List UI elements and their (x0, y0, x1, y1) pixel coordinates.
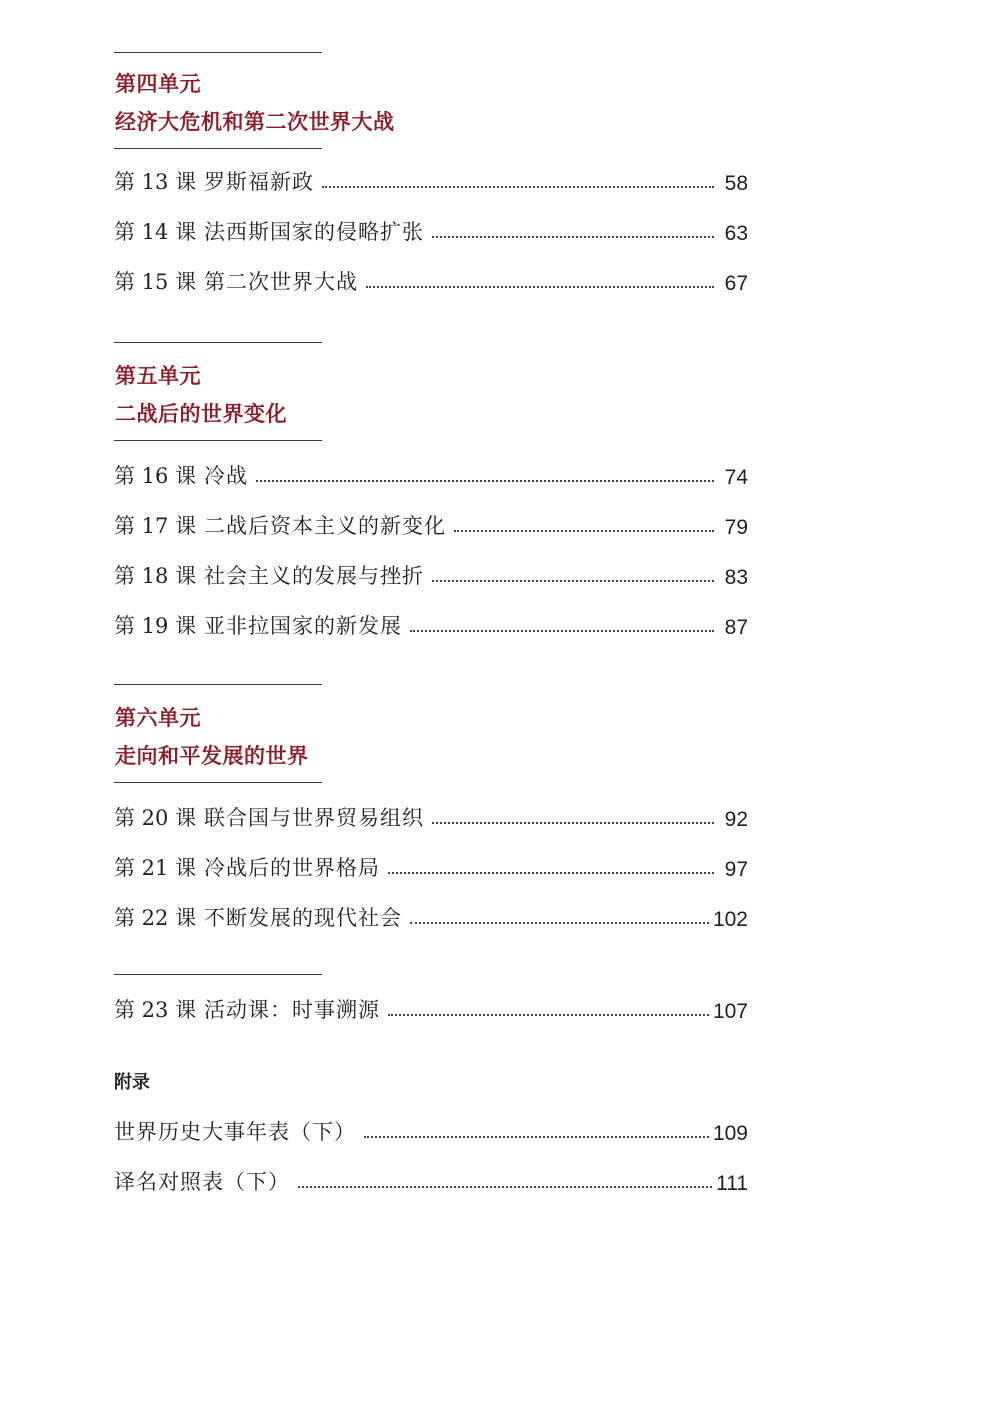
page-number: 74 (724, 466, 748, 489)
section-divider (114, 684, 322, 685)
lesson-title: 不断发展的现代社会 (204, 906, 402, 930)
lesson-number: 第 23 课 (114, 998, 197, 1022)
dot-leader (366, 286, 714, 288)
section-divider (114, 782, 322, 783)
section-divider (114, 342, 322, 343)
dot-leader (454, 530, 714, 532)
lesson-title: 冷战后的世界格局 (204, 856, 380, 880)
dot-leader (410, 630, 714, 632)
page-number: 97 (724, 858, 748, 881)
page-number: 107 (712, 1000, 748, 1023)
page-number: 111 (716, 1172, 748, 1195)
page-number: 79 (724, 516, 748, 539)
lesson-title: 法西斯国家的侵略扩张 (204, 220, 424, 244)
toc-entry[interactable] (114, 164, 748, 196)
lesson-title: 社会主义的发展与挫折 (204, 564, 424, 588)
lesson-title: 二战后资本主义的新变化 (204, 514, 446, 538)
toc-entry[interactable] (114, 458, 748, 490)
toc-entry[interactable] (114, 608, 748, 640)
page-number: 63 (724, 222, 748, 245)
unit-title: 二战后的世界变化 (115, 401, 287, 426)
page-number: 67 (724, 272, 748, 295)
toc-entry[interactable] (114, 1164, 748, 1196)
toc-entry[interactable] (114, 900, 748, 932)
lesson-title: 联合国与世界贸易组织 (204, 806, 424, 830)
page-number: 92 (724, 808, 748, 831)
lesson-title: 亚非拉国家的新发展 (204, 614, 402, 638)
lesson-number: 第 16 课 (114, 464, 197, 488)
dot-leader (432, 822, 714, 824)
toc-entry[interactable] (114, 214, 748, 246)
lesson-number: 第 18 课 (114, 564, 197, 588)
unit-title: 走向和平发展的世界 (115, 743, 309, 768)
appendix-title: 世界历史大事年表（下） (114, 1120, 356, 1144)
lesson-number: 第 20 课 (114, 806, 197, 830)
toc-entry[interactable] (114, 508, 748, 540)
toc-entry[interactable] (114, 1114, 748, 1146)
page-number: 87 (724, 616, 748, 639)
section-divider (114, 974, 322, 975)
lesson-number: 第 17 课 (114, 514, 197, 538)
lesson-title: 第二次世界大战 (204, 270, 358, 294)
lesson-number: 第 19 课 (114, 614, 197, 638)
toc-entry[interactable] (114, 558, 748, 590)
toc-entry[interactable] (114, 800, 748, 832)
appendix-heading: 附录 (114, 1072, 150, 1093)
dot-leader (298, 1186, 712, 1188)
unit-title: 经济大危机和第二次世界大战 (115, 109, 395, 134)
lesson-title: 活动课：时事溯源 (204, 998, 380, 1022)
dot-leader (410, 922, 709, 924)
lesson-number: 第 13 课 (114, 170, 197, 194)
dot-leader (432, 236, 714, 238)
toc-entry[interactable] (114, 264, 748, 296)
dot-leader (256, 480, 714, 482)
toc-entry[interactable] (114, 992, 748, 1024)
appendix-title: 译名对照表（下） (114, 1170, 290, 1194)
lesson-number: 第 14 课 (114, 220, 197, 244)
dot-leader (322, 186, 714, 188)
page-number: 58 (724, 172, 748, 195)
page-number: 83 (724, 566, 748, 589)
dot-leader (432, 580, 714, 582)
section-divider (114, 148, 322, 149)
lesson-number: 第 22 课 (114, 906, 197, 930)
page-number: 109 (712, 1122, 748, 1145)
section-divider (114, 52, 322, 53)
unit-label: 第五单元 (115, 363, 201, 388)
unit-label: 第四单元 (115, 71, 201, 96)
lesson-title: 冷战 (204, 464, 248, 488)
section-divider (114, 440, 322, 441)
lesson-number: 第 15 课 (114, 270, 197, 294)
lesson-title: 罗斯福新政 (204, 170, 314, 194)
dot-leader (388, 1014, 709, 1016)
dot-leader (364, 1136, 709, 1138)
dot-leader (388, 872, 714, 874)
page-number: 102 (712, 908, 748, 931)
unit-label: 第六单元 (115, 705, 201, 730)
toc-entry[interactable] (114, 850, 748, 882)
lesson-number: 第 21 课 (114, 856, 197, 880)
